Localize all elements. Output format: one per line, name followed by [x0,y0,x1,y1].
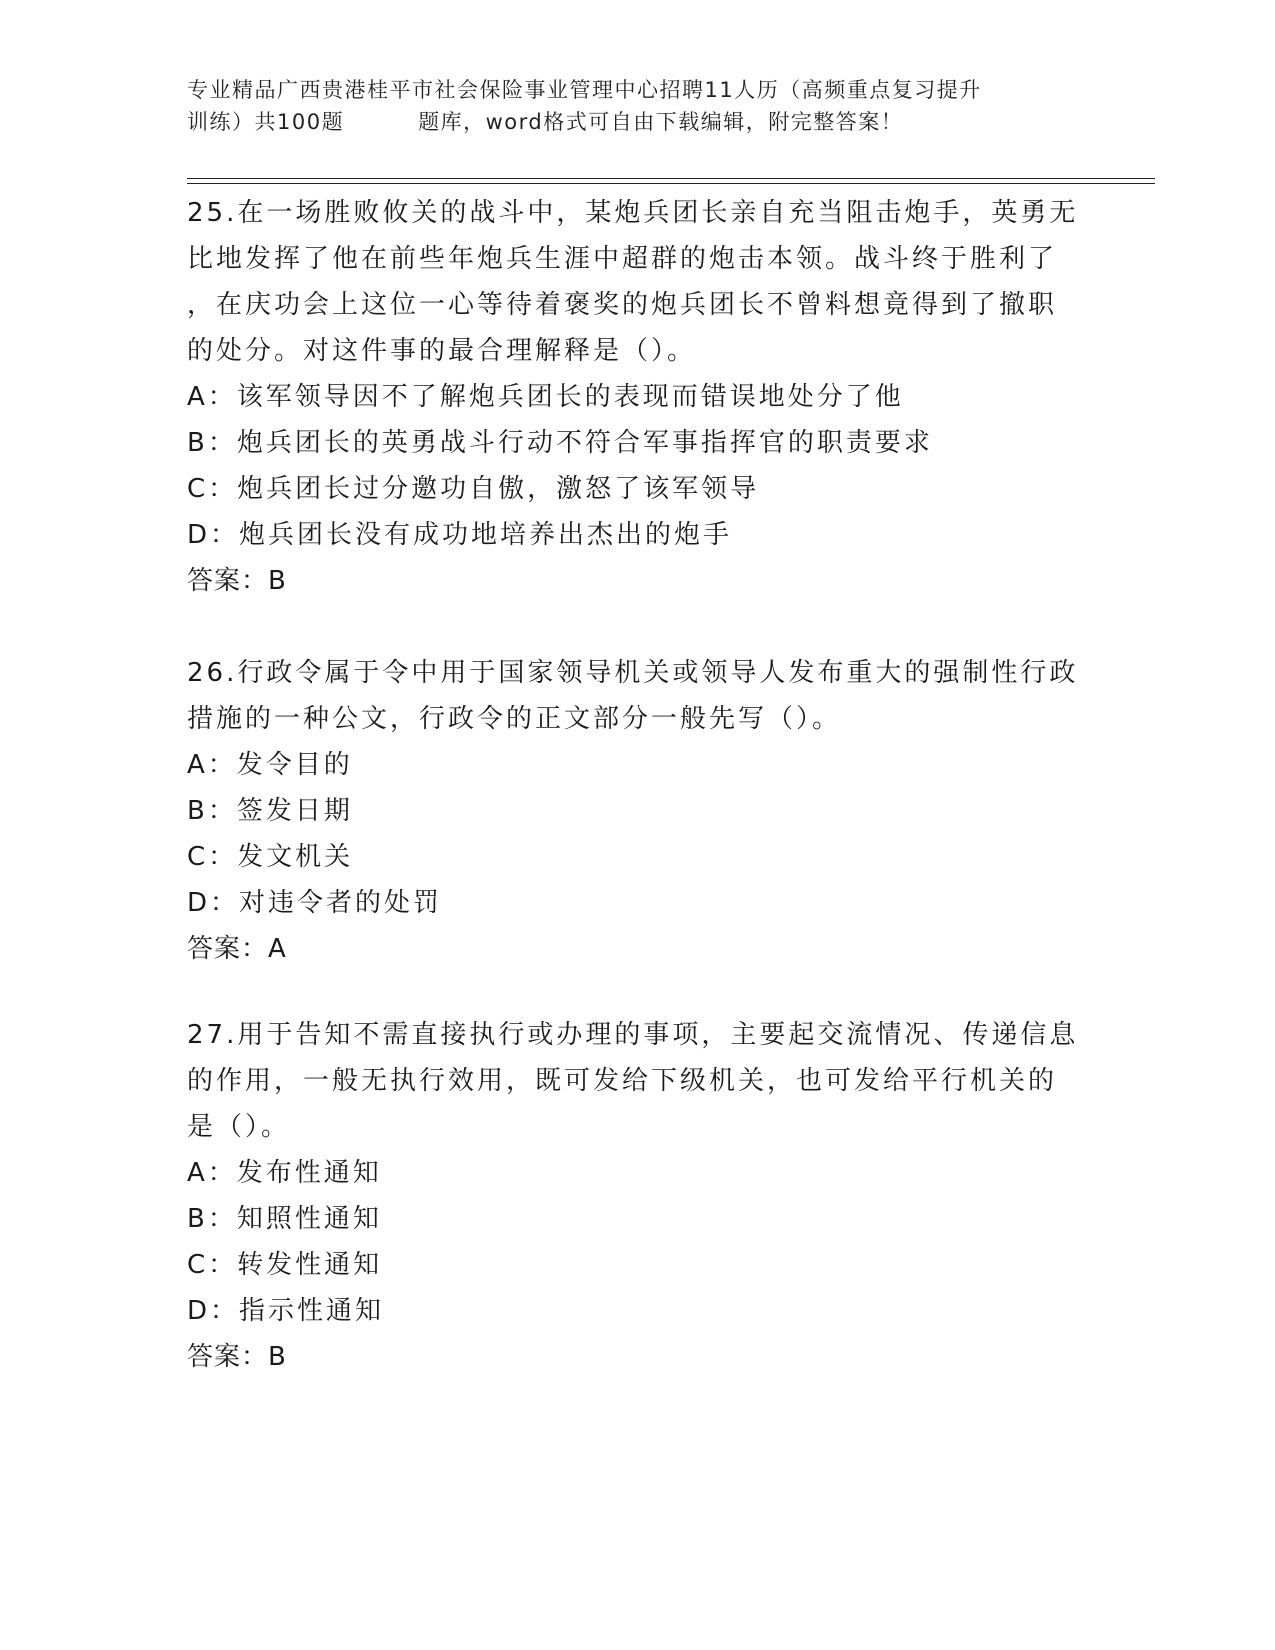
option-d: D：对违令者的处罚 [187,888,443,918]
option-c: C：转发性通知 [187,1250,383,1280]
question-text-line: 26.行政令属于令中用于国家领导机关或领导人发布重大的强制性行政 [187,658,1079,688]
option-a: A：发令目的 [187,750,353,780]
document-header [187,74,1087,138]
option-b: B：签发日期 [187,796,353,826]
question-25 [187,190,1087,604]
answer-value: B [268,1342,287,1372]
option-c: C：发文机关 [187,842,354,872]
option-a: A：该军领导因不了解炮兵团长的表现而错误地处分了他 [187,382,904,412]
question-text-line: 比地发挥了他在前些年炮兵生涯中超群的炮击本领。战斗终于胜利了 [187,244,1058,274]
question-text-line: 25.在一场胜败攸关的战斗中，某炮兵团长亲自充当阻击炮手，英勇无 [187,198,1079,228]
answer [187,558,1087,604]
option-a: A：发布性通知 [187,1158,382,1188]
question-text-line: 的作用，一般无执行效用，既可发给下级机关，也可发给平行机关的 [187,1066,1058,1096]
question-text-line: ，在庆功会上这位一心等待着褒奖的炮兵团长不曾料想竟得到了撤职 [187,290,1058,320]
header-line-2 [187,106,1087,138]
option-c: C：炮兵团长过分邀功自傲，激怒了该军领导 [187,474,760,504]
header-divider-bottom [187,183,1155,184]
answer [187,1334,1087,1380]
header-line-2-part-1: 训练）共100题 [187,110,345,134]
option-d: D：炮兵团长没有成功地培养出杰出的炮手 [187,520,733,550]
question-26 [187,650,1087,972]
option-b: B：知照性通知 [187,1204,382,1234]
option-d: D：指示性通知 [187,1296,385,1326]
answer-label: 答案： [187,1342,269,1372]
answer-value: B [268,566,287,596]
answer [187,926,1087,972]
question-text-line: 27.用于告知不需直接执行或办理的事项，主要起交流情况、传递信息 [187,1020,1079,1050]
answer-value: A [268,934,287,964]
option-b: B：炮兵团长的英勇战斗行动不符合军事指挥官的职责要求 [187,428,933,458]
answer-label: 答案： [187,566,269,596]
question-text-line: 的处分。对这件事的最合理解释是（）。 [187,336,697,366]
question-27 [187,1012,1087,1380]
header-divider-top [187,178,1155,179]
question-text-line: 是（）。 [187,1112,291,1142]
header-line-2-part-2: 题库，word格式可自由下载编辑，附完整答案！ [418,110,904,134]
question-text-line: 措施的一种公文，行政令的正文部分一般先写（）。 [187,704,842,734]
answer-label: 答案： [187,934,269,964]
header-line-1: 专业精品广西贵港桂平市社会保险事业管理中心招聘11人历（高频重点复习提升 [187,78,982,102]
